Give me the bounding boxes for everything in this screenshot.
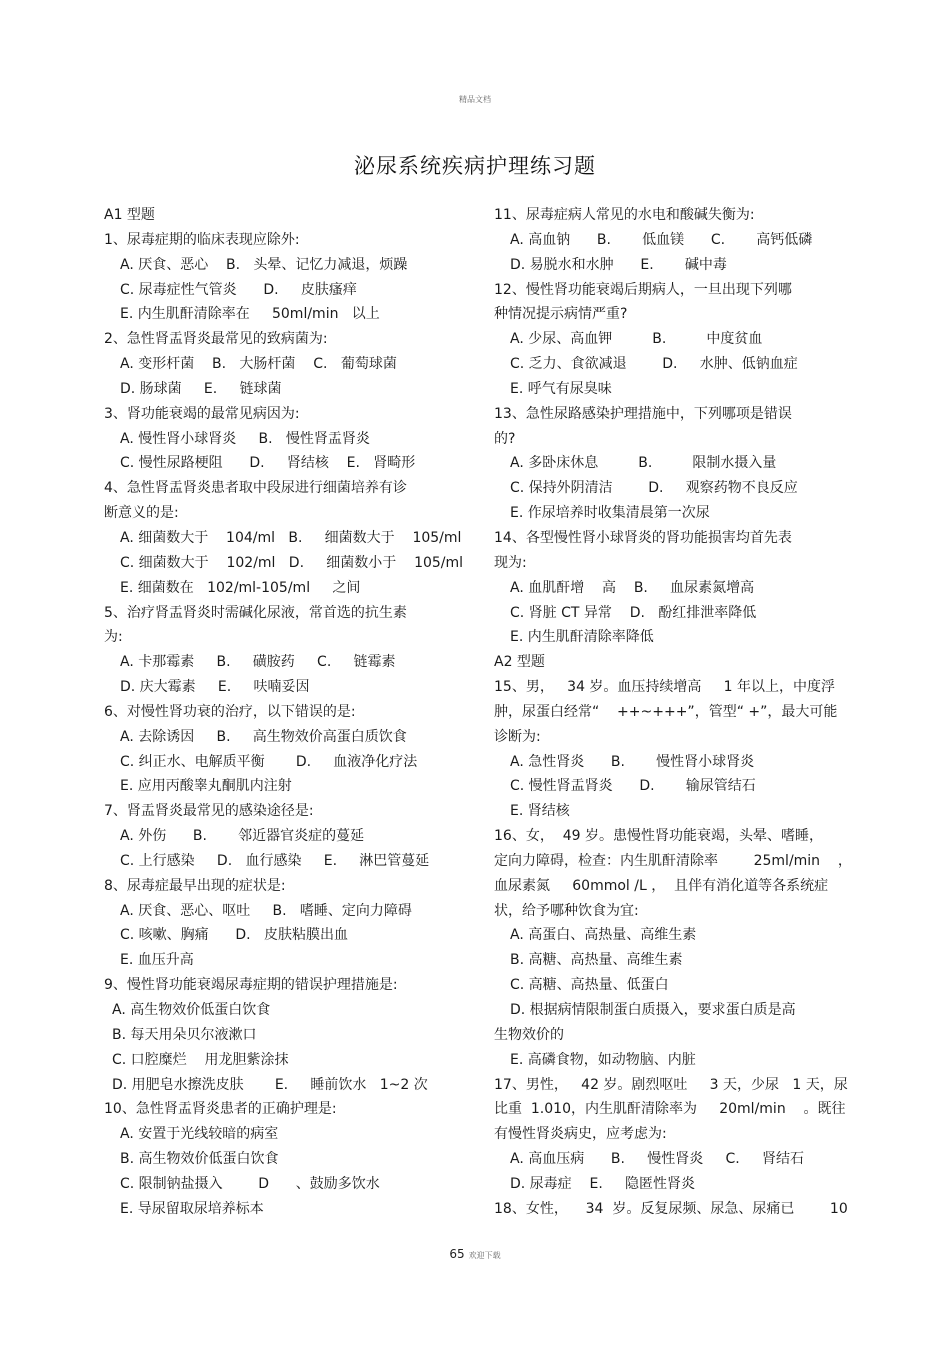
text-line: 7、肾盂肾炎最常见的感染途径是: bbox=[104, 803, 314, 820]
text-line: A. 厌食、恶心、呕吐 B. 嗜睡、定向力障碍 bbox=[120, 902, 412, 919]
text-line: C. 上行感染 D. 血行感染 E. 淋巴管蔓延 bbox=[120, 852, 430, 869]
text-line: C. 口腔糜烂 用龙胆紫涂抹 bbox=[112, 1051, 289, 1068]
text-line: E. 肾结核 bbox=[510, 803, 570, 820]
text-line: E. 呼气有尿臭味 bbox=[510, 380, 612, 397]
text-line: E. 导尿留取尿培养标本 bbox=[120, 1200, 264, 1217]
text-line: E. 应用丙酸睾丸酮肌内注射 bbox=[120, 778, 292, 795]
text-line: A. 慢性肾小球肾炎 B. 慢性肾盂肾炎 bbox=[120, 430, 370, 447]
text-line: C. 咳嗽、胸痛 D. 皮肤粘膜出血 bbox=[120, 927, 348, 944]
text-line: 4、急性肾盂肾炎患者取中段尿进行细菌培养有诊 bbox=[104, 480, 407, 497]
text-line: B. 每天用朵贝尔液漱口 bbox=[112, 1026, 257, 1043]
text-line: 8、尿毒症最早出现的症状是: bbox=[104, 877, 286, 894]
footer-note: 欢迎下载 bbox=[468, 1251, 501, 1260]
text-line: D. 尿毒症 E. 隐匿性肾炎 bbox=[510, 1175, 696, 1192]
page-header: 精品文档 bbox=[459, 95, 491, 104]
text-line: 肿，尿蛋白经常“ ++~+++”，管型“ +”，最大可能 bbox=[494, 703, 838, 720]
text-line: 血尿素氮 60mmol /L ， 且伴有消化道等各系统症 bbox=[494, 877, 829, 894]
right-column bbox=[494, 203, 854, 1222]
text-line: 有慢性肾炎病史，应考虑为: bbox=[494, 1126, 667, 1143]
text-line: A. 高血压病 B. 慢性肾炎 C. 肾结石 bbox=[510, 1151, 804, 1168]
text-line: C. 尿毒症性气管炎 D. 皮肤瘙痒 bbox=[120, 281, 357, 298]
text-line: C. 限制钠盐摄入 D 、鼓励多饮水 bbox=[120, 1175, 380, 1192]
text-line: 生物效价的 bbox=[494, 1026, 564, 1043]
text-line: C. 慢性肾盂肾炎 D. 输尿管结石 bbox=[510, 778, 756, 795]
text-line: D. 肠球菌 E. 链球菌 bbox=[120, 380, 282, 397]
text-line: A. 去除诱因 B. 高生物效价高蛋白质饮食 bbox=[120, 728, 407, 745]
text-line: 断意义的是: bbox=[104, 505, 179, 522]
text-line: C. 乏力、食欲减退 D. 水肿、低钠血症 bbox=[510, 356, 798, 373]
text-line: 比重 1.010，内生肌酐清除率为 20ml/min 。既往 bbox=[494, 1101, 846, 1118]
text-line: 诊断为: bbox=[494, 728, 541, 745]
text-line: 14、各型慢性肾小球肾炎的肾功能损害均首先表 bbox=[494, 529, 792, 546]
text-line: 10、急性肾盂肾炎患者的正确护理是: bbox=[104, 1101, 337, 1118]
text-line: E. 血压升高 bbox=[120, 952, 194, 969]
text-line: E. 内生肌酐清除率降低 bbox=[510, 629, 654, 646]
text-line: D. 根据病情限制蛋白质摄入，要求蛋白质是高 bbox=[510, 1002, 796, 1018]
text-line: E. 细菌数在 102/ml-105/ml 之间 bbox=[120, 579, 361, 596]
text-line: E. 高磷食物，如动物脑、内脏 bbox=[510, 1051, 696, 1068]
text-line: A. 高蛋白、高热量、高维生素 bbox=[510, 927, 697, 944]
text-line: C. 纠正水、电解质平衡 D. 血液净化疗法 bbox=[120, 753, 418, 770]
text-line: A2 型题 bbox=[494, 654, 545, 671]
text-line: C. 肾脏 CT 异常 D. 酚红排泄率降低 bbox=[510, 604, 757, 621]
text-line: 种情况提示病情严重? bbox=[494, 306, 628, 323]
document-title: 泌尿系统疾病护理练习题 bbox=[354, 154, 596, 178]
text-line: A. 外伤 B. 邻近器官炎症的蔓延 bbox=[120, 828, 365, 845]
text-line: A. 厌食、恶心 B. 头晕、记忆力减退，烦躁 bbox=[120, 256, 408, 273]
text-line: 3、肾功能衰竭的最常见病因为: bbox=[104, 405, 300, 422]
text-line: A. 少尿、高血钾 B. 中度贫血 bbox=[510, 331, 763, 348]
text-line: A. 急性肾炎 B. 慢性肾小球肾炎 bbox=[510, 753, 755, 770]
text-line: D. 庆大霉素 E. 呋喃妥因 bbox=[120, 679, 310, 696]
text-line: D. 用肥皂水擦洗皮肤 E. 睡前饮水 1~2 次 bbox=[112, 1076, 428, 1093]
text-line: A. 细菌数大于 104/ml B. 细菌数大于 105/ml bbox=[120, 529, 462, 546]
text-line: 现为: bbox=[494, 554, 527, 571]
text-line: 为: bbox=[104, 629, 123, 646]
text-line: 17、男性， 42 岁。剧烈呕吐 3 天，少尿 1 天，尿 bbox=[494, 1076, 848, 1093]
text-line: B. 高生物效价低蛋白饮食 bbox=[120, 1151, 279, 1168]
text-line: A. 高生物效价低蛋白饮食 bbox=[112, 1002, 271, 1018]
text-line: A. 变形杆菌 B. 大肠杆菌 C. 葡萄球菌 bbox=[120, 356, 397, 373]
left-column bbox=[104, 203, 474, 1222]
page-number: 65 bbox=[449, 1247, 465, 1261]
text-line: A. 高血钠 B. 低血镁 C. 高钙低磷 bbox=[510, 231, 813, 248]
text-line: 11、尿毒症病人常见的水电和酸碱失衡为: bbox=[494, 207, 755, 223]
text-line: A. 多卧床休息 B. 限制水摄入量 bbox=[510, 455, 777, 472]
text-line: 的? bbox=[494, 430, 516, 447]
text-line: C. 细菌数大于 102/ml D. 细菌数小于 105/ml bbox=[120, 554, 464, 571]
text-line: D. 易脱水和水肿 E. 碱中毒 bbox=[510, 256, 727, 273]
text-line: E. 内生肌酐清除率在 50ml/min 以上 bbox=[120, 306, 380, 323]
text-line: 15、男， 34 岁。血压持续增高 1 年以上，中度浮 bbox=[494, 679, 836, 696]
text-line: 12、慢性肾功能衰竭后期病人，一旦出现下列哪 bbox=[494, 281, 792, 298]
text-line: E. 作尿培养时收集清晨第一次尿 bbox=[510, 505, 710, 522]
text-line: A. 卡那霉素 B. 磺胺药 C. 链霉素 bbox=[120, 654, 396, 671]
text-line: B. 高糖、高热量、高维生素 bbox=[510, 952, 683, 969]
text-line: C. 高糖、高热量、低蛋白 bbox=[510, 977, 669, 994]
text-line: 5、治疗肾盂肾炎时需碱化尿液，常首选的抗生素 bbox=[104, 604, 407, 621]
text-line: A. 血肌酐增 高 B. 血尿素氮增高 bbox=[510, 579, 755, 596]
text-line: A. 安置于光线较暗的病室 bbox=[120, 1126, 279, 1143]
text-line: 18、女性， 34 岁。反复尿频、尿急、尿痛已 10 bbox=[494, 1200, 848, 1217]
text-line: 13、急性尿路感染护理措施中，下列哪项是错误 bbox=[494, 405, 792, 422]
text-line: 定向力障碍，检查：内生肌酐清除率 25ml/min ， bbox=[494, 852, 852, 869]
text-line: C. 保持外阴清洁 D. 观察药物不良反应 bbox=[510, 480, 798, 497]
text-line: 16、女， 49 岁。患慢性肾功能衰竭，头晕、嗜睡， bbox=[494, 828, 823, 845]
text-line: C. 慢性尿路梗阻 D. 肾结核 E. 肾畸形 bbox=[120, 455, 416, 472]
text-line: 状，给予哪种饮食为宜: bbox=[494, 902, 639, 919]
page-footer bbox=[0, 1247, 950, 1261]
text-line: A1 型题 bbox=[104, 207, 155, 223]
text-line: 2、急性肾盂肾炎最常见的致病菌为: bbox=[104, 331, 328, 348]
text-line: 9、慢性肾功能衰竭尿毒症期的错误护理措施是: bbox=[104, 977, 398, 994]
text-line: 6、对慢性肾功衰的治疗，以下错误的是: bbox=[104, 703, 356, 720]
text-line: 1、尿毒症期的临床表现应除外: bbox=[104, 231, 300, 248]
